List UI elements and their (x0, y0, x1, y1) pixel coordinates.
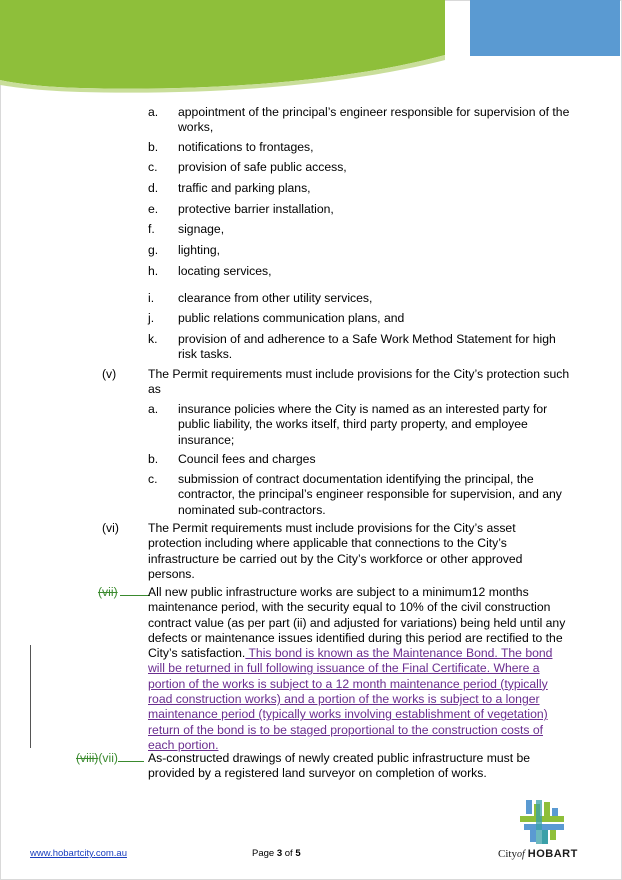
header-blue-block (470, 0, 620, 56)
list-marker: c. (148, 472, 158, 486)
new-marker: (vii) (98, 751, 118, 765)
list-marker: b. (148, 452, 159, 466)
list-marker: a. (148, 402, 159, 416)
list-marker: b. (148, 140, 159, 154)
list-marker: j. (148, 311, 155, 325)
list-text: provision of safe public access, (178, 160, 347, 174)
clause-marker-group (76, 751, 144, 766)
list-marker: d. (148, 181, 159, 195)
clause-text-original: All new public infrastructure works are subject to a minimum12 months maintenance period, with the security equal to 10% of the civil construction contract value (as per part (ii) and adjusted for variations) being held until any defects or maintenance issues identified during this period are rectified to the City’s satisfaction. (148, 585, 566, 661)
change-bar (30, 645, 31, 748)
logo-of: of (516, 849, 525, 860)
list-marker: e. (148, 202, 159, 216)
header-green-swoosh (0, 0, 445, 89)
clause-marker: (vi) (102, 521, 119, 535)
list-text: notifications to frontages, (178, 140, 314, 154)
header-banner (0, 0, 622, 95)
list-text: public relations communication plans, and (178, 311, 405, 325)
city-of-hobart-logo-icon (520, 800, 564, 844)
city-of-hobart-wordmark (498, 848, 578, 860)
page-total: 5 (295, 848, 301, 859)
clause-text: The Permit requirements must include provisions for the City’s asset protection including where applicable that connections to the City’s infrastructure be carried out by the City’s workforce or other approved persons. (148, 521, 523, 581)
deleted-marker: (vii) (98, 585, 118, 599)
list-text: clearance from other utility services, (178, 291, 373, 305)
list-text: lighting, (178, 243, 221, 257)
list-text: insurance policies where the City is named as an interested party for public liability, the works itself, third party property, and employee insurance; (178, 402, 548, 447)
list-marker: h. (148, 264, 159, 278)
page-of: of (282, 848, 296, 859)
inserted-text: This bond is known as the Maintenance Bond. The bond will be returned in full following issuance of the Final Certificate. Where a portion of the works is subject to a 12 month maintenance period (typically road construction works) and a portion of the works is subject to a longer maintenance period (typically works involving establishment of vegetation) return of the bond is to be staged proportional to the construction costs of each portion. (148, 646, 553, 752)
list-marker: f. (148, 222, 155, 236)
tab-leader (120, 585, 150, 600)
clause-marker: (v) (102, 367, 117, 381)
page-number (252, 848, 301, 859)
deleted-marker: (viii) (76, 751, 99, 765)
list-marker: g. (148, 243, 159, 257)
clause-text (148, 585, 570, 753)
list-text: appointment of the principal’s engineer responsible for supervision of the works, (178, 105, 570, 135)
list-text: protective barrier installation, (178, 202, 334, 216)
list-marker: c. (148, 160, 158, 174)
list-marker: a. (148, 105, 159, 119)
logo-name: HOBART (527, 848, 578, 860)
list-text: submission of contract documentation identifying the principal, the contractor, the principal’s engineer responsible for supervision, and any nominated sub-contractors. (178, 472, 562, 517)
list-text: Council fees and charges (178, 452, 316, 466)
list-text: traffic and parking plans, (178, 181, 311, 195)
footer-url-link[interactable]: www.hobartcity.com.au (30, 848, 127, 859)
clause-text: As-constructed drawings of newly created public infrastructure must be provided by a registered land surveyor on completion of works. (148, 751, 531, 781)
list-text: signage, (178, 222, 225, 236)
list-marker: k. (148, 332, 158, 346)
page-current: 3 (276, 848, 283, 859)
clause-text: The Permit requirements must include provisions for the City’s protection such as (148, 367, 570, 397)
list-text: locating services, (178, 264, 272, 278)
page-prefix: Page (252, 848, 277, 859)
logo-city: City (498, 848, 517, 860)
list-marker: i. (148, 291, 155, 305)
list-text: provision of and adherence to a Safe Work Method Statement for high risk tasks. (178, 332, 556, 362)
